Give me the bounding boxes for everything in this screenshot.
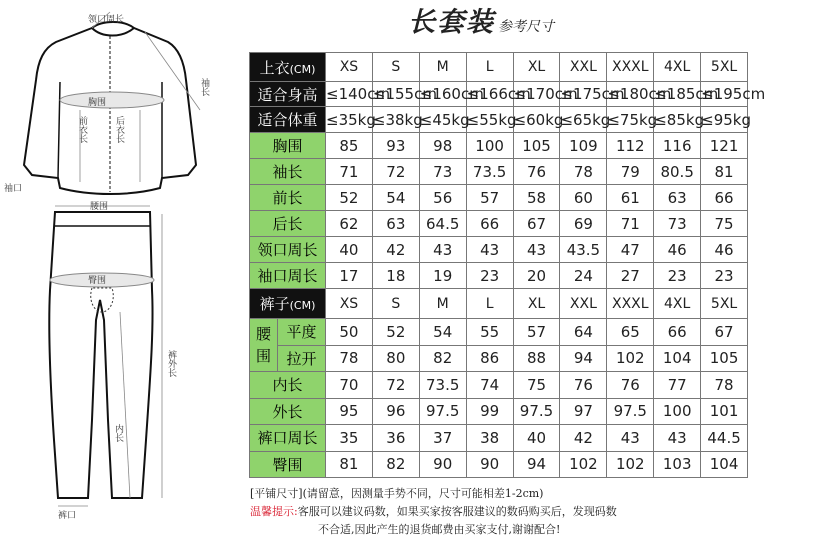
measure-value: 104 [701, 451, 748, 478]
measure-value: 79 [607, 159, 654, 185]
pants-size-table [249, 288, 748, 478]
height-value: ≤160cm [419, 82, 466, 107]
pants-size-header-m: M [419, 289, 466, 319]
measure-value: 66 [701, 185, 748, 211]
height-value: ≤140cm [326, 82, 373, 107]
measure-label: 前长 [250, 185, 326, 211]
measure-value: 75 [701, 211, 748, 237]
label-inner-length: 内长 [113, 424, 123, 442]
measure-value: 96 [372, 398, 419, 425]
measure-value: 72 [372, 159, 419, 185]
measure-value: 44.5 [701, 425, 748, 452]
size-header-m: M [419, 53, 466, 82]
measure-value: 71 [607, 211, 654, 237]
weight-value: ≤55kg [466, 107, 513, 133]
size-header-xs: XS [326, 53, 373, 82]
measure-value: 72 [372, 372, 419, 399]
tip-text: 客服可以建议码数，如果买家按客服建议的数码购买后，发现码数 [297, 505, 617, 518]
measure-value: 23 [654, 263, 701, 289]
measure-value: 97 [560, 398, 607, 425]
measure-value: 58 [513, 185, 560, 211]
measure-value: 18 [372, 263, 419, 289]
top-weight-row [250, 107, 748, 133]
measure-value: 52 [372, 319, 419, 346]
measure-value: 100 [654, 398, 701, 425]
measure-value: 102 [607, 451, 654, 478]
weight-value: ≤35kg [326, 107, 373, 133]
measure-value: 121 [701, 133, 748, 159]
size-header-xxxl: XXXL [607, 53, 654, 82]
top-header-cell: 上衣(CM) [250, 53, 326, 82]
measure-value: 54 [372, 185, 419, 211]
weight-value: ≤45kg [419, 107, 466, 133]
measure-value: 102 [560, 451, 607, 478]
chest-measure-band [60, 92, 164, 108]
waist-group-label: 腰围 [250, 319, 278, 372]
measure-label: 领口周长 [250, 237, 326, 263]
measure-value: 74 [466, 372, 513, 399]
measure-value: 20 [513, 263, 560, 289]
weight-value: ≤95kg [701, 107, 748, 133]
measure-value: 50 [326, 319, 373, 346]
top-row [250, 211, 748, 237]
pants-header-cell: 裤子(CM) [250, 289, 326, 319]
size-header-xl: XL [513, 53, 560, 82]
pants-size-header-xl: XL [513, 289, 560, 319]
measure-value: 55 [466, 319, 513, 346]
label-sleeve: 袖长 [199, 78, 209, 96]
weight-value: ≤38kg [372, 107, 419, 133]
measure-value: 112 [607, 133, 654, 159]
measure-label: 平度 [278, 319, 326, 346]
measure-value: 82 [419, 345, 466, 372]
top-size-table [249, 52, 766, 289]
measure-value: 71 [326, 159, 373, 185]
size-header-5xl: 5XL [701, 53, 748, 82]
measure-value: 62 [326, 211, 373, 237]
pants-row [250, 425, 748, 452]
measure-value: 63 [654, 185, 701, 211]
measure-value: 95 [326, 398, 373, 425]
height-value: ≤185cm [654, 82, 701, 107]
measure-value: 85 [326, 133, 373, 159]
label-cuff: 袖口 [4, 184, 23, 194]
measure-value: 43 [654, 425, 701, 452]
measure-value: 99 [466, 398, 513, 425]
pants-outline [49, 212, 152, 498]
weight-value: ≤85kg [654, 107, 701, 133]
pants-measurements [250, 319, 748, 478]
size-header-4xl: 4XL [654, 53, 701, 82]
measure-label: 内长 [250, 372, 326, 399]
measure-value: 66 [466, 211, 513, 237]
height-value: ≤180cm [607, 82, 654, 107]
measure-value: 56 [419, 185, 466, 211]
measure-value: 36 [372, 425, 419, 452]
measure-value: 97.5 [419, 398, 466, 425]
measure-value: 60 [560, 185, 607, 211]
top-row [250, 185, 748, 211]
measure-value: 109 [560, 133, 607, 159]
measure-value: 97.5 [607, 398, 654, 425]
measure-value: 102 [607, 345, 654, 372]
measure-value: 76 [607, 372, 654, 399]
measure-value: 73 [419, 159, 466, 185]
measure-label: 拉开 [278, 345, 326, 372]
top-row [250, 237, 748, 263]
measure-value: 42 [372, 237, 419, 263]
weight-value: ≤60kg [513, 107, 560, 133]
top-header-row [250, 53, 748, 82]
measure-label: 袖口周长 [250, 263, 326, 289]
measure-value: 101 [701, 398, 748, 425]
measure-value: 57 [466, 185, 513, 211]
measure-value: 73.5 [466, 159, 513, 185]
chart-title [408, 0, 698, 44]
size-header-xxl: XXL [560, 53, 607, 82]
measure-value: 86 [466, 345, 513, 372]
measure-value: 43 [513, 237, 560, 263]
pants-size-header-s: S [372, 289, 419, 319]
pants-row [250, 345, 748, 372]
label-back: 后衣长 [114, 116, 124, 143]
measure-value: 97.5 [513, 398, 560, 425]
pants-size-header-xxl: XXL [560, 289, 607, 319]
footer-note-2 [250, 503, 750, 519]
measure-value: 66 [654, 319, 701, 346]
measure-value: 54 [419, 319, 466, 346]
label-hip: 臀围 [88, 276, 107, 286]
pants-size-header-xs: XS [326, 289, 373, 319]
top-row [250, 159, 748, 185]
measure-value: 77 [654, 372, 701, 399]
measure-value: 38 [466, 425, 513, 452]
pants-size-header-5xl: 5XL [701, 289, 748, 319]
measure-value: 70 [326, 372, 373, 399]
measure-value: 35 [326, 425, 373, 452]
measure-label: 臀围 [250, 451, 326, 478]
height-value: ≤170cm [513, 82, 560, 107]
height-value: ≤195cm [701, 82, 748, 107]
label-outer-length: 裤外长 [166, 350, 176, 377]
weight-value: ≤75kg [607, 107, 654, 133]
measure-value: 73 [654, 211, 701, 237]
measure-value: 57 [513, 319, 560, 346]
label-waist: 腰围 [90, 202, 109, 212]
measure-value: 93 [372, 133, 419, 159]
measure-value: 43.5 [560, 237, 607, 263]
measure-value: 46 [654, 237, 701, 263]
measure-label: 裤口周长 [250, 425, 326, 452]
measure-value: 19 [419, 263, 466, 289]
measure-value: 76 [560, 372, 607, 399]
label-collar: 领口周长 [88, 15, 125, 25]
footer-note-3: 不合适,因此产生的退货邮费由买家支付,谢谢配合! [318, 523, 561, 536]
measure-value: 116 [654, 133, 701, 159]
measure-value: 69 [560, 211, 607, 237]
measure-value: 81 [326, 451, 373, 478]
measure-value: 94 [513, 451, 560, 478]
measure-value: 67 [513, 211, 560, 237]
measure-value: 46 [701, 237, 748, 263]
measure-value: 17 [326, 263, 373, 289]
measure-value: 94 [560, 345, 607, 372]
measure-value: 24 [560, 263, 607, 289]
height-value: ≤175cm [560, 82, 607, 107]
measure-value: 67 [701, 319, 748, 346]
weight-value: ≤65kg [560, 107, 607, 133]
pants-size-header-l: L [466, 289, 513, 319]
measure-value: 61 [607, 185, 654, 211]
measure-value: 81 [701, 159, 748, 185]
title-sub: 参考尺寸 [498, 19, 554, 35]
top-measurements [250, 133, 748, 289]
pants-row [250, 372, 748, 399]
pants-size-header-xxxl: XXXL [607, 289, 654, 319]
pants-row [250, 451, 748, 478]
measure-value: 88 [513, 345, 560, 372]
measure-value: 105 [701, 345, 748, 372]
measure-value: 78 [560, 159, 607, 185]
measure-value: 42 [560, 425, 607, 452]
measure-value: 75 [513, 372, 560, 399]
measure-value: 78 [326, 345, 373, 372]
top-height-row [250, 82, 748, 107]
measure-value: 43 [466, 237, 513, 263]
measure-label: 袖长 [250, 159, 326, 185]
measure-value: 40 [513, 425, 560, 452]
top-row [250, 133, 748, 159]
measure-value: 80 [372, 345, 419, 372]
measure-value: 63 [372, 211, 419, 237]
measure-value: 78 [701, 372, 748, 399]
measure-value: 23 [701, 263, 748, 289]
top-height-label: 适合身高 [250, 82, 326, 107]
size-header-l: L [466, 53, 513, 82]
label-chest: 胸围 [88, 98, 107, 108]
title-main: 长套装 [408, 7, 495, 38]
measure-value: 100 [466, 133, 513, 159]
measure-label: 外长 [250, 398, 326, 425]
measure-value: 52 [326, 185, 373, 211]
measure-value: 43 [607, 425, 654, 452]
measure-value: 73.5 [419, 372, 466, 399]
measure-value: 82 [372, 451, 419, 478]
measure-label: 胸围 [250, 133, 326, 159]
measure-value: 98 [419, 133, 466, 159]
top-weight-label: 适合体重 [250, 107, 326, 133]
pants-row [250, 398, 748, 425]
pants-size-header-4xl: 4XL [654, 289, 701, 319]
measure-value: 47 [607, 237, 654, 263]
label-hem: 裤口 [58, 511, 77, 521]
height-value: ≤166cm [466, 82, 513, 107]
footer-note-1: [平铺尺寸](请留意，因测量手势不同，尺寸可能相差1-2cm) [250, 487, 544, 500]
measure-value: 23 [466, 263, 513, 289]
measure-value: 64.5 [419, 211, 466, 237]
measure-value: 90 [466, 451, 513, 478]
measure-value: 37 [419, 425, 466, 452]
size-header-s: S [372, 53, 419, 82]
measure-value: 105 [513, 133, 560, 159]
measure-value: 76 [513, 159, 560, 185]
top-row [250, 263, 748, 289]
pants-header-row [250, 289, 748, 319]
label-front: 前衣长 [77, 116, 87, 143]
measure-label: 后长 [250, 211, 326, 237]
measure-value: 27 [607, 263, 654, 289]
height-value: ≤155cm [372, 82, 419, 107]
measure-value: 65 [607, 319, 654, 346]
measure-value: 104 [654, 345, 701, 372]
measure-value: 40 [326, 237, 373, 263]
pants-row [250, 319, 748, 346]
measure-value: 43 [419, 237, 466, 263]
measure-value: 80.5 [654, 159, 701, 185]
tip-label: 温馨提示: [250, 505, 298, 518]
measure-value: 103 [654, 451, 701, 478]
measure-value: 64 [560, 319, 607, 346]
measure-value: 90 [419, 451, 466, 478]
